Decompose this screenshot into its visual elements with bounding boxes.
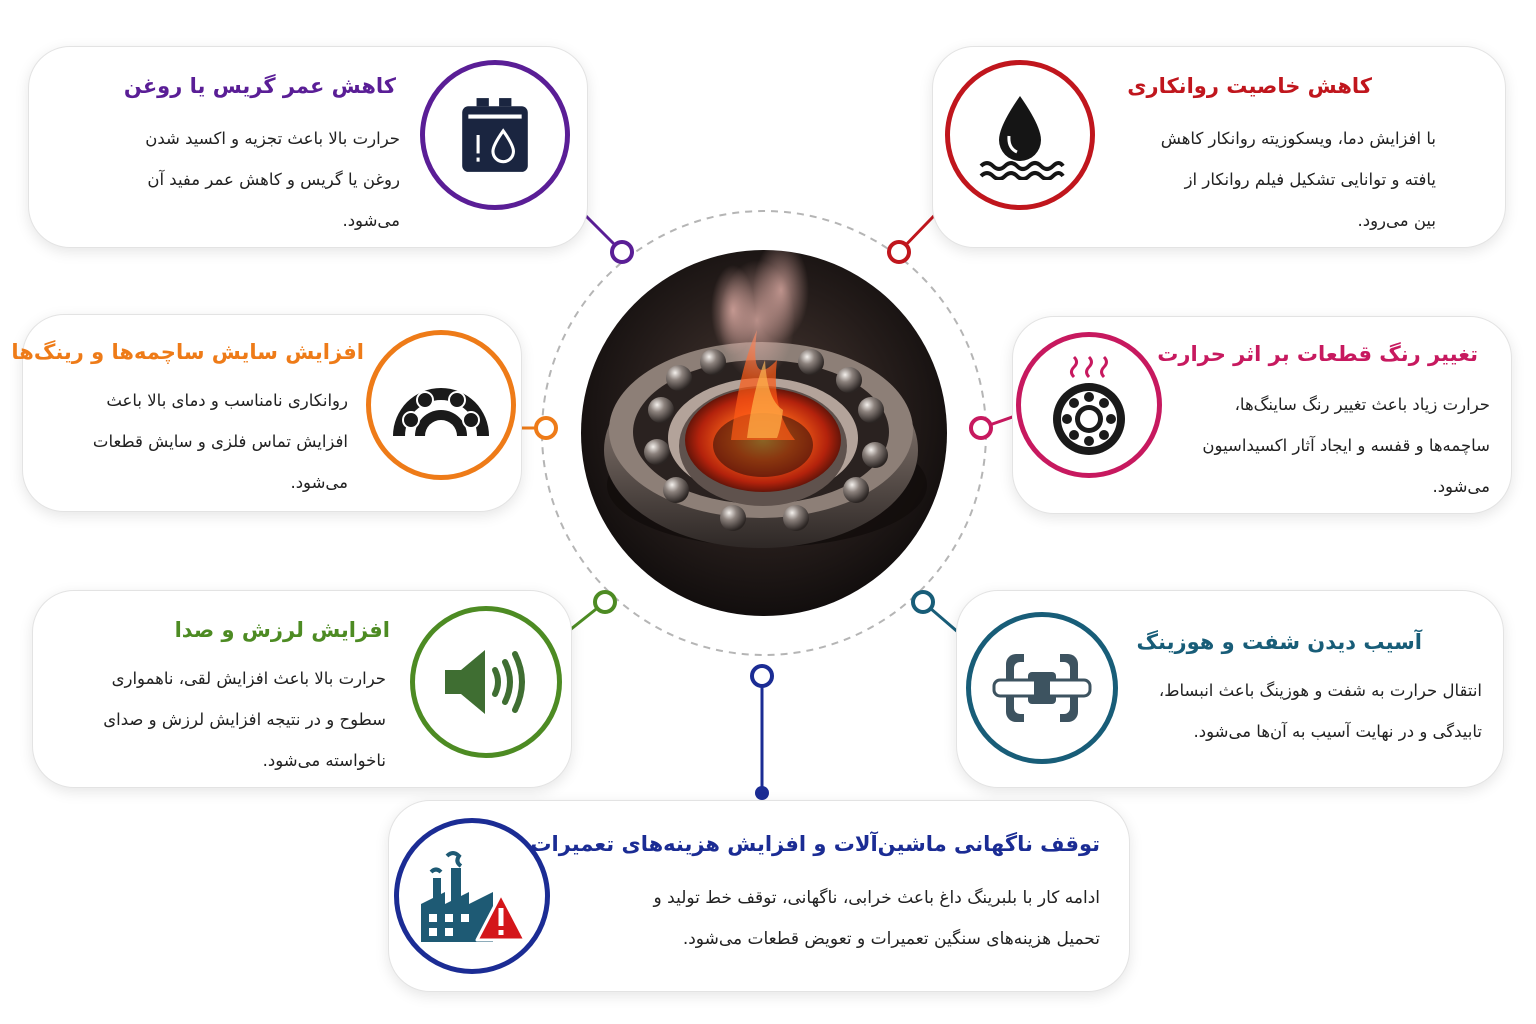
body-line: روغن یا گریس و کاهش عمر مفید آن xyxy=(147,170,400,189)
body-line: حرارت بالا باعث تجزیه و اکسید شدن xyxy=(145,129,400,148)
card-body-discoloration xyxy=(1170,384,1490,507)
body-line: بین می‌رود. xyxy=(1357,211,1436,230)
card-body-shaft-housing xyxy=(1122,670,1482,752)
shaft-housing-icon xyxy=(992,648,1092,728)
card-title-lubricity: کاهش خاصیت روانکاری xyxy=(1127,74,1372,98)
body-line: تحمیل هزینه‌های سنگین تعمیرات و تعویض قطعات می‌شود. xyxy=(682,929,1100,949)
body-line: ساچمه‌ها و قفسه و ایجاد آثار اکسیداسیون xyxy=(1202,436,1490,455)
icon-circle-shaft-housing xyxy=(966,612,1118,764)
icon-circle-grease-life xyxy=(420,60,570,210)
node-shaft-housing xyxy=(913,592,933,612)
body-line: تابیدگی و در نهایت آسیب به آن‌ها می‌شود. xyxy=(1193,722,1482,741)
node-vibration xyxy=(595,592,615,612)
card-body-grease-life xyxy=(0,118,400,241)
card-body-vibration xyxy=(46,658,386,781)
body-line: حرارت زیاد باعث تغییر رنگ سا‌ینگ‌ها، xyxy=(1234,395,1490,414)
oil-can-icon xyxy=(454,94,536,176)
card-title-vibration: افزایش لرزش و صدا xyxy=(174,618,390,642)
card-title-grease-life: کاهش عمر گریس یا روغن xyxy=(123,74,396,98)
body-line: ناخواسته می‌شود. xyxy=(262,751,386,770)
body-line: حرارت بالا باعث افزایش لقی، ناهمواری xyxy=(111,669,386,688)
factory-warning-icon xyxy=(417,848,527,944)
card-body-wear xyxy=(28,380,348,503)
body-line: می‌شود. xyxy=(290,473,348,492)
body-line: می‌شود. xyxy=(1432,477,1490,496)
node-grease-life xyxy=(612,242,632,262)
body-line: انتقال حرارت به شفت و هوزینگ باعث انبساط، xyxy=(1158,681,1482,700)
node-downtime xyxy=(752,666,772,686)
hot-bearing-icon xyxy=(1044,353,1134,457)
anchor-downtime xyxy=(755,786,769,800)
icon-circle-discoloration xyxy=(1016,332,1162,478)
speaker-icon xyxy=(441,642,531,722)
card-title-discoloration: تغییر رنگ قطعات بر اثر حرارت xyxy=(1157,342,1478,366)
icon-circle-wear xyxy=(366,330,516,480)
card-body-lubricity xyxy=(1116,118,1436,241)
icon-circle-lubricity xyxy=(945,60,1095,210)
body-line: با افزایش دما، ویسکوزیته روانکار کاهش xyxy=(1160,129,1436,148)
body-line: می‌شود. xyxy=(342,211,400,230)
card-title-downtime: توقف ناگهانی ماشین‌آلات و افزایش هزینه‌های تعمیرات xyxy=(530,832,1100,856)
card-title-shaft-housing: آسیب دیدن شفت و هوزینگ xyxy=(1136,630,1422,654)
body-line: سطوح و در نتیجه افزایش لرزش و صدای xyxy=(103,710,386,729)
card-body-downtime xyxy=(560,878,1100,960)
node-discoloration xyxy=(971,418,991,438)
body-line: یافته و توانایی تشکیل فیلم روانکار از xyxy=(1184,170,1436,189)
oil-drop-icon xyxy=(975,90,1065,180)
body-line: افزایش تماس فلزی و سایش قطعات xyxy=(92,432,348,451)
icon-circle-vibration xyxy=(410,606,562,758)
body-line: روانکاری نامناسب و دمای بالا باعث xyxy=(106,391,348,410)
card-title-wear: افزایش سایش ساچمه‌ها و رینگ‌ها xyxy=(11,340,364,364)
bearing-half-icon xyxy=(389,370,493,440)
overheated-bearing-photo xyxy=(581,250,947,616)
node-lubricity xyxy=(889,242,909,262)
node-wear xyxy=(536,418,556,438)
body-line: ادامه کار با بلبرینگ داغ باعث خرابی، ناگهانی، توقف خط تولید و xyxy=(653,888,1100,908)
icon-circle-downtime xyxy=(394,818,550,974)
